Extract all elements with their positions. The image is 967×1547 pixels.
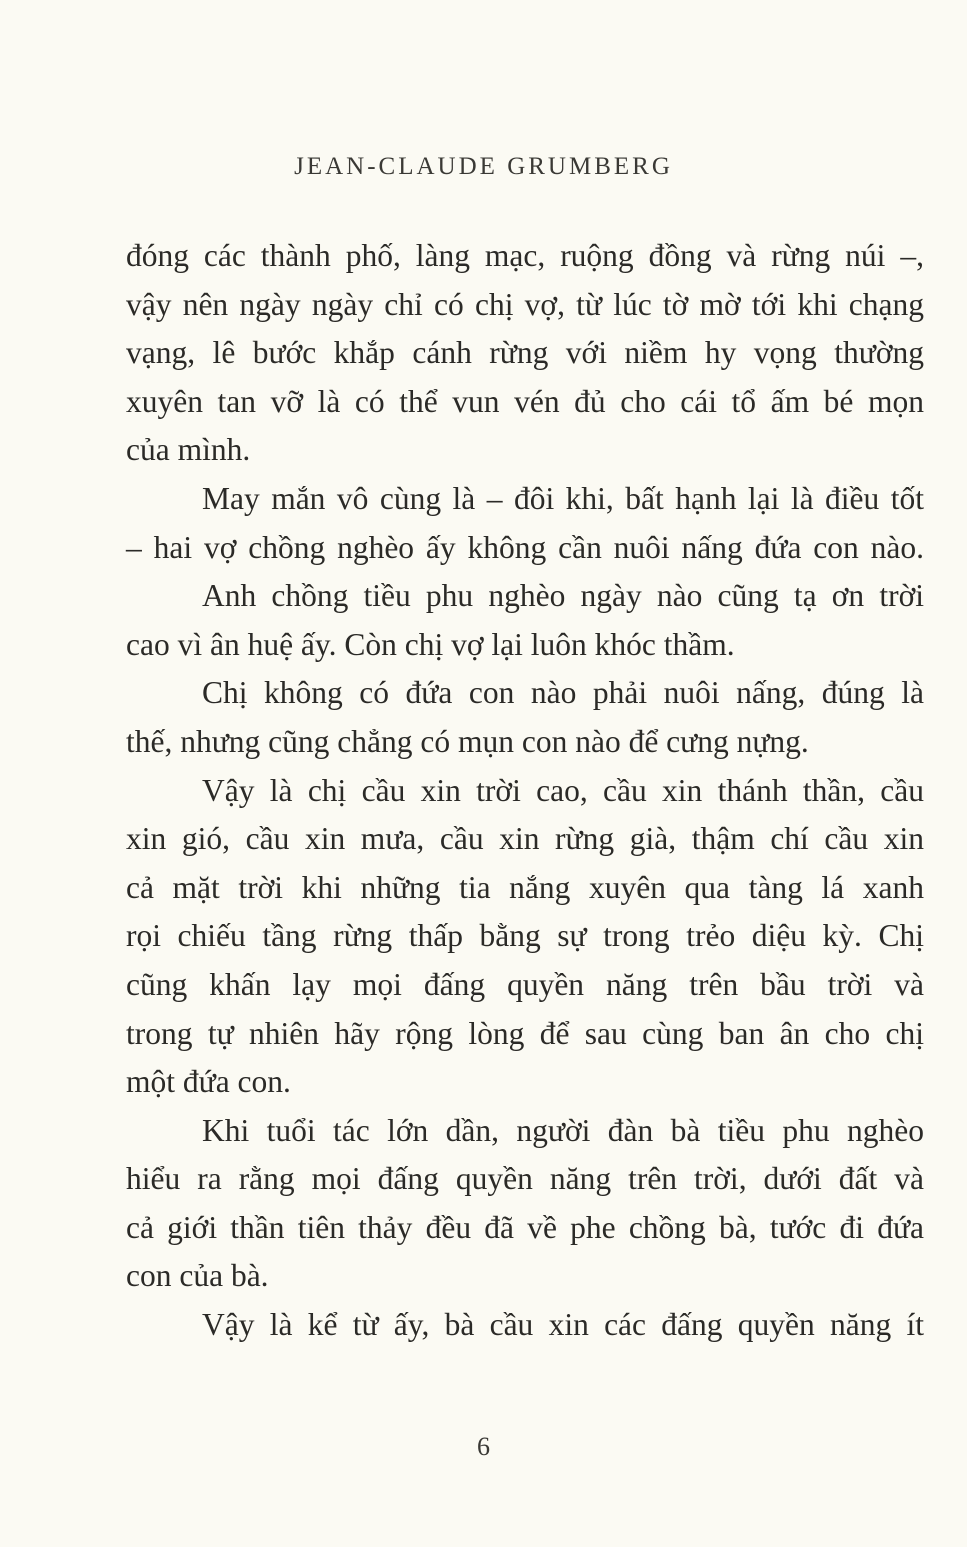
text-line: cả mặt trời khi những tia nắng xuyên qua tàng lá xanh (126, 869, 924, 905)
text-line: xuyên tan vỡ là có thể vun vén đủ cho cái tổ ấm bé mọn (126, 383, 924, 419)
text-line: vậy nên ngày ngày chỉ có chị vợ, từ lúc tờ mờ tới khi chạng (126, 286, 924, 322)
paragraph (126, 767, 924, 1107)
text-line: của mình. (126, 432, 251, 468)
text-line: thế, nhưng cũng chẳng có mụn con nào để cưng nựng. (126, 723, 809, 759)
paragraph (126, 669, 924, 766)
text-line: May mắn vô cùng là – đôi khi, bất hạnh lại là điều tốt (202, 480, 924, 516)
text-line: Vậy là kể từ ấy, bà cầu xin các đấng quyền năng ít (202, 1307, 924, 1343)
text-line: trong tự nhiên hãy rộng lòng để sau cùng ban ân cho chị (126, 1015, 924, 1051)
text-line: hiểu ra rằng mọi đấng quyền năng trên trời, dưới đất và (126, 1161, 924, 1197)
page-number: 6 (477, 1432, 490, 1461)
running-head-author: JEAN-CLAUDE GRUMBERG (294, 153, 673, 180)
text-line: xin gió, cầu xin mưa, cầu xin rừng già, thậm chí cầu xin (126, 821, 924, 857)
paragraph (126, 475, 924, 572)
text-line: cả giới thần tiên thảy đều đã về phe chồng bà, tước đi đứa (126, 1209, 924, 1245)
text-line: Chị không có đứa con nào phải nuôi nấng, đúng là (202, 675, 924, 711)
text-line: vạng, lê bước khắp cánh rừng với niềm hy vọng thường (126, 335, 924, 371)
paragraph (126, 1301, 924, 1350)
body-text (126, 232, 924, 1350)
text-line: một đứa con. (126, 1064, 291, 1100)
text-line: con của bà. (126, 1258, 269, 1294)
text-line: rọi chiếu tầng rừng thấp bằng sự trong trẻo diệu kỳ. Chị (126, 918, 924, 954)
text-line: Anh chồng tiều phu nghèo ngày nào cũng tạ ơn trời (202, 578, 924, 614)
text-line: Vậy là chị cầu xin trời cao, cầu xin thánh thần, cầu (202, 772, 924, 808)
text-line: Khi tuổi tác lớn dần, người đàn bà tiều phu nghèo (202, 1112, 924, 1148)
text-line: đóng các thành phố, làng mạc, ruộng đồng và rừng núi –, (126, 238, 924, 273)
paragraph (126, 1107, 924, 1301)
paragraph (126, 232, 924, 475)
paragraph (126, 572, 924, 669)
text-line: cũng khấn lạy mọi đấng quyền năng trên bầu trời và (126, 966, 924, 1002)
text-line: cao vì ân huệ ấy. Còn chị vợ lại luôn khóc thầm. (126, 626, 735, 662)
text-line: – hai vợ chồng nghèo ấy không cần nuôi nấng đứa con nào. (126, 529, 924, 565)
